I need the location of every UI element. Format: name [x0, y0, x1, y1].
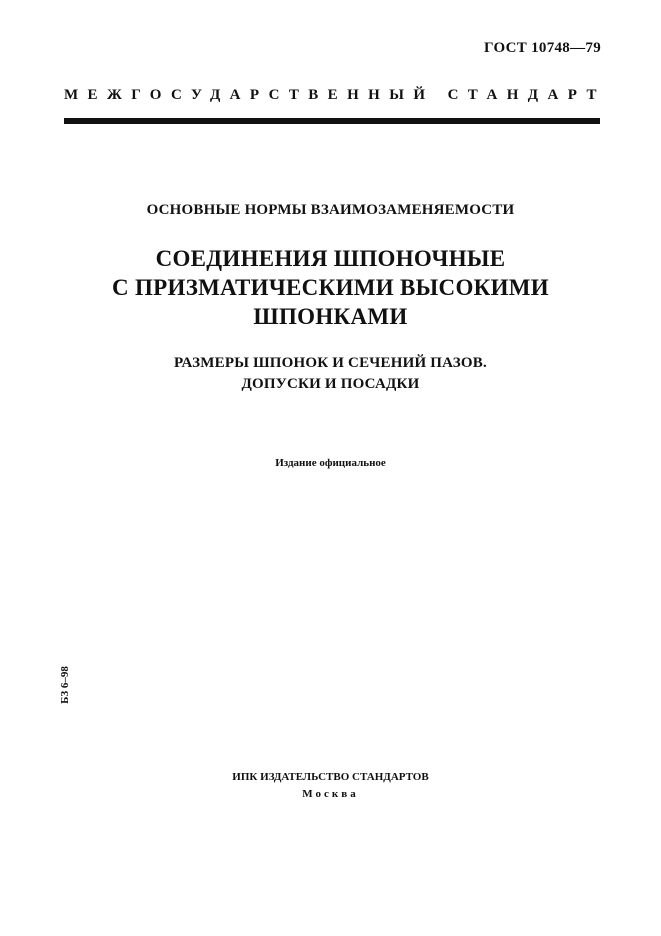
- document-number: ГОСТ 10748—79: [483, 40, 601, 56]
- edition-label: Издание официальное: [275, 457, 386, 469]
- subtitle-line: РАЗМЕРЫ ШПОНОК И СЕЧЕНИЙ ПАЗОВ.: [174, 355, 487, 371]
- title-line: ШПОНКАМИ: [253, 304, 408, 329]
- document-title: [0, 244, 661, 331]
- publisher-city: Москва: [302, 788, 359, 800]
- title-line: СОЕДИНЕНИЯ ШПОНОЧНЫЕ: [155, 246, 506, 271]
- side-code-text: БЗ 6–98: [59, 666, 71, 704]
- subtitle-line: ДОПУСКИ И ПОСАДКИ: [241, 376, 420, 392]
- document-subtitle: [0, 353, 661, 395]
- publisher-name: ИПК ИЗДАТЕЛЬСТВО СТАНДАРТОВ: [232, 771, 429, 783]
- series-title: ОСНОВНЫЕ НОРМЫ ВЗАИМОЗАМЕНЯЕМОСТИ: [146, 202, 515, 218]
- title-line: С ПРИЗМАТИЧЕСКИМИ ВЫСОКИМИ: [112, 275, 549, 300]
- header-rule: [64, 118, 600, 124]
- interstate-standard-label: МЕЖГОСУДАРСТВЕННЫЙ СТАНДАРТ: [64, 87, 606, 103]
- side-code: [57, 662, 73, 708]
